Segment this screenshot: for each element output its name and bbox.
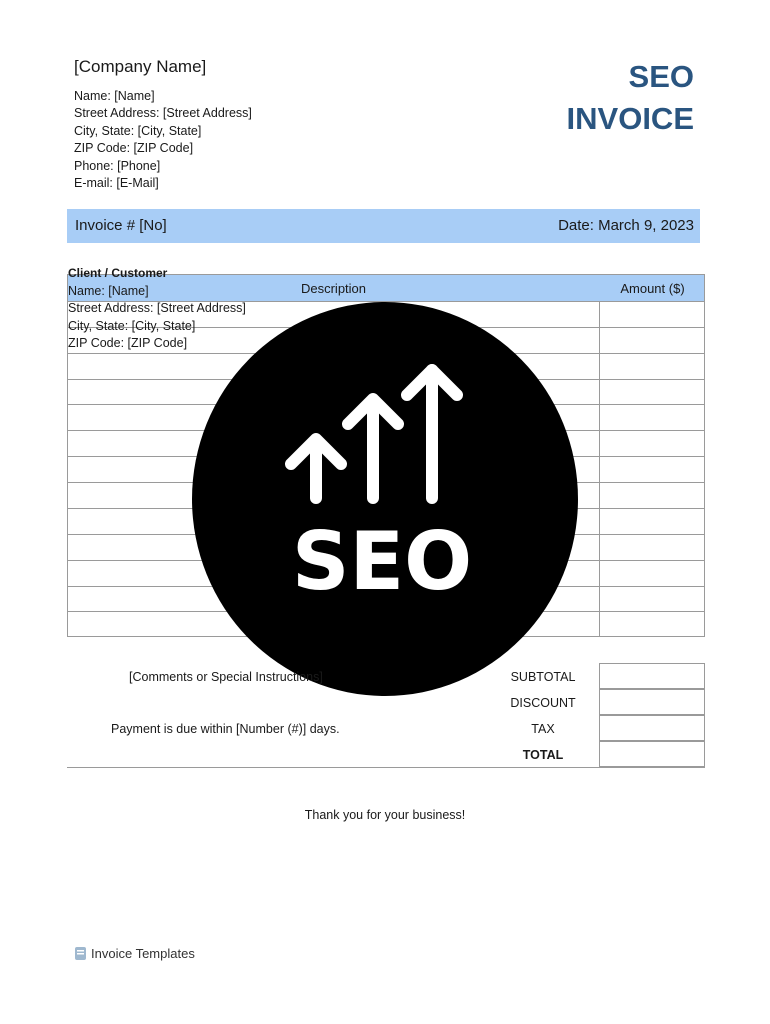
- sender-name: Name: [Name]: [74, 89, 155, 103]
- title-line-1: SEO: [628, 59, 694, 94]
- tax-label: TAX: [531, 722, 555, 736]
- client-street: Street Address: [Street Address]: [68, 301, 246, 315]
- discount-label: DISCOUNT: [510, 696, 576, 710]
- client-name: Name: [Name]: [68, 284, 149, 298]
- sender-email: E-mail: [E-Mail]: [74, 176, 159, 190]
- invoice-date: Date: March 9, 2023: [558, 217, 694, 234]
- discount-value-cell: [599, 689, 705, 715]
- client-zip: ZIP Code: [ZIP Code]: [68, 336, 188, 350]
- summary-divider: [67, 767, 705, 768]
- sender-street: Street Address: [Street Address]: [74, 106, 252, 120]
- subtotal-value-cell: [599, 663, 705, 689]
- brand-footer: [74, 946, 195, 961]
- client-city: City, State: [City, State]: [68, 319, 196, 333]
- brand-name: Invoice Templates: [91, 946, 195, 961]
- sender-phone: Phone: [Phone]: [74, 159, 161, 173]
- company-name: [Company Name]: [74, 57, 207, 76]
- tax-value-cell: [599, 715, 705, 741]
- sender-zip: ZIP Code: [ZIP Code]: [74, 141, 194, 155]
- document-title: [567, 56, 694, 140]
- subtotal-label: SUBTOTAL: [510, 670, 576, 684]
- logo-text: SEO: [291, 515, 473, 608]
- payment-terms: Payment is due within [Number (#)] days.: [111, 722, 340, 736]
- comments-text: [Comments or Special Instructions]: [129, 670, 323, 684]
- amount-header: Amount ($): [620, 281, 685, 296]
- total-label: TOTAL: [522, 748, 564, 762]
- description-header: Description: [300, 281, 367, 296]
- invoice-number: Invoice # [No]: [75, 217, 167, 234]
- sender-city: City, State: [City, State]: [74, 124, 202, 138]
- title-line-2: INVOICE: [566, 101, 694, 136]
- seo-logo: [192, 302, 578, 696]
- total-value-cell: [599, 741, 705, 767]
- document-icon: [74, 946, 87, 961]
- client-label: Client / Customer: [68, 266, 168, 280]
- thank-you-note: Thank you for your business!: [304, 808, 466, 822]
- arrows-up-icon: [291, 370, 457, 498]
